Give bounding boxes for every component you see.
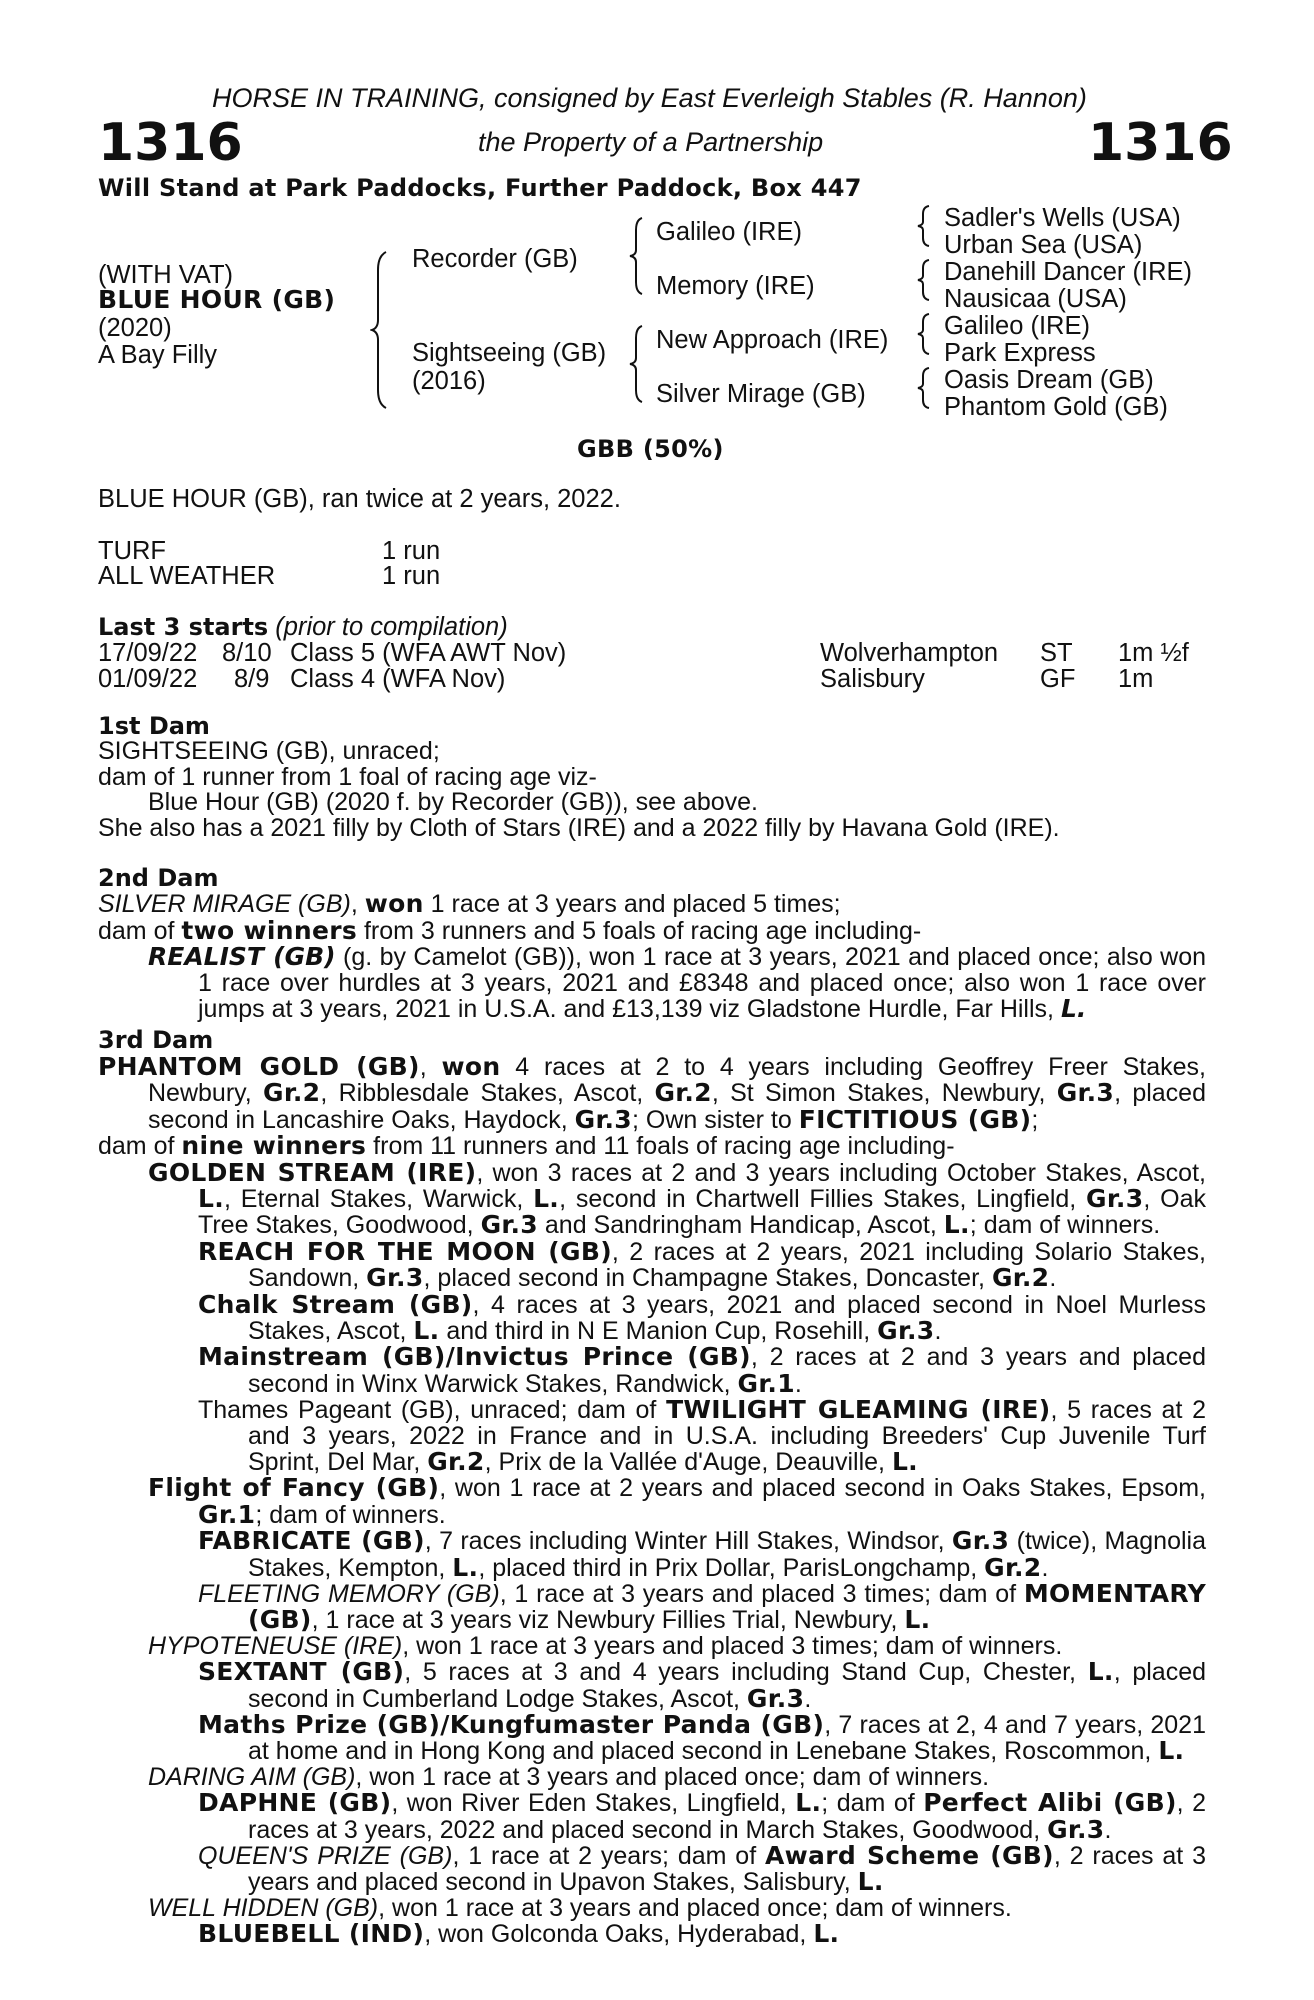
chalk-b: and third in N E Manion Cup, Rosehill,	[439, 1316, 878, 1345]
fleet-b: , 1 race at 3 years viz Newbury Fillies Trial, Newbury,	[311, 1606, 905, 1635]
daph-d: .	[1104, 1815, 1112, 1844]
dam3-t2: , Ribblesdale Stakes, Ascot,	[320, 1079, 655, 1108]
flight-g: Gr.1	[198, 1499, 256, 1529]
gbb-rating: GBB (50%)	[577, 435, 724, 463]
chalk-g: Gr.3	[877, 1315, 935, 1345]
sext-c: .	[804, 1684, 812, 1713]
dam2-line2	[98, 915, 1206, 945]
main-name: Mainstream (GB)/Invictus Prince (GB)	[198, 1342, 751, 1372]
dam2-heading: 2nd Dam	[98, 864, 219, 893]
fab-d: .	[1041, 1553, 1049, 1582]
daph-g: Gr.3	[1047, 1814, 1105, 1844]
brace-ds	[916, 312, 932, 356]
maths-entry	[98, 1712, 1206, 1765]
start-row-1-course: Wolverhampton	[820, 639, 999, 667]
fleet-momentary: MOMENTARY (GB)	[248, 1579, 1206, 1635]
pedigree-notes	[98, 714, 1206, 1948]
consignor-line: HORSE IN TRAINING, consigned by East Everleigh Stables (R. Hannon)	[212, 83, 1087, 113]
golden-L1: L.	[198, 1183, 225, 1213]
start-row-1-dist: 1m ½f	[1118, 639, 1189, 667]
dam3-nine-winners: nine winners	[181, 1131, 367, 1161]
property-line: the Property of a Partnership	[478, 127, 824, 157]
sext-g: Gr.3	[746, 1683, 805, 1713]
chalk-entry	[98, 1289, 1206, 1345]
dam3-g4: Gr.3	[574, 1104, 633, 1134]
well-a: , won 1 race at 3 years and placed once; dam of winners.	[378, 1893, 1012, 1922]
queen-b: , 2 races at 3 years and placed second in Upavon Stakes, Salisbury,	[248, 1842, 1206, 1897]
fab-g1: Gr.3	[951, 1526, 1010, 1556]
reach-a: , 2 races at 2 years, 2021 including Solario Stakes, Sandown,	[248, 1237, 1206, 1293]
daphne-entry	[98, 1790, 1206, 1843]
horse-name: BLUE HOUR (GB)	[98, 285, 336, 314]
daph-a: , won River Eden Stakes, Lingfield,	[391, 1789, 796, 1818]
reach-g2: Gr.2	[991, 1263, 1050, 1293]
thames-entry	[98, 1397, 1206, 1475]
golden-e: and Sandringham Handicap, Ascot,	[537, 1211, 944, 1240]
surface-aw: ALL WEATHER	[98, 562, 276, 590]
brace-dd	[916, 366, 932, 410]
fab-c: , placed third in Prix Dollar, ParisLongchamp,	[478, 1553, 985, 1582]
hypoteneuse-entry	[98, 1631, 1206, 1660]
fab-L: L.	[452, 1552, 479, 1582]
starts-note: (prior to compilation)	[275, 613, 508, 641]
realist-listed: L.	[1060, 994, 1087, 1024]
fab-name: FABRICATE (GB)	[198, 1526, 425, 1556]
stand-location: Will Stand at Park Paddocks, Further Paddock, Box 447	[98, 174, 862, 202]
golden-name: GOLDEN STREAM (IRE)	[148, 1157, 477, 1187]
pedigree-brace-1	[370, 250, 390, 410]
ped-ddd: Phantom Gold (GB)	[944, 393, 1168, 421]
dam1-line4: She also has a 2021 filly by Cloth of Stars (IRE) and a 2022 filly by Havana Gold (IRE).	[98, 813, 1060, 842]
main-a: , 2 races at 2 and 3 years and placed second in Winx Warwick Stakes, Randwick,	[248, 1343, 1206, 1398]
dam3-t6: ;	[1031, 1105, 1039, 1134]
pedigree-brace-dam	[628, 324, 646, 404]
golden-stream-entry	[98, 1157, 1206, 1240]
chalk-a: , 4 races at 3 years, 2021 and placed second in Noel Murless Stakes, Ascot,	[248, 1290, 1206, 1345]
thames-twilight: TWILIGHT GLEAMING (IRE)	[666, 1395, 1051, 1425]
ped-dss: Galileo (IRE)	[944, 312, 1090, 340]
well-hidden-entry	[98, 1893, 1206, 1922]
daph-b: ; dam of	[821, 1789, 924, 1818]
thames-L: L.	[891, 1446, 918, 1476]
dam2-winners: two winners	[181, 915, 358, 945]
maths-a: , 7 races at 2, 4 and 7 years, 2021 at home and in Hong Kong and placed second in Lenebane Stakes, Roscommon,	[248, 1711, 1206, 1766]
ped-sdd: Nausicaa (USA)	[944, 285, 1127, 313]
reach-c: .	[1049, 1264, 1057, 1293]
ped-dsd: Park Express	[944, 339, 1096, 367]
horse-year: (2020)	[98, 314, 172, 342]
dam3-fictitious: FICTITIOUS (GB)	[798, 1104, 1032, 1134]
daph-name: DAPHNE (GB)	[198, 1788, 392, 1818]
surface-aw-runs: 1 run	[382, 562, 441, 590]
dam3-t4: , placed second in Lancashire Oaks, Haydock,	[148, 1079, 1206, 1134]
sire-sire: Galileo (IRE)	[656, 218, 802, 246]
flight-b: ; dam of winners.	[255, 1500, 446, 1529]
golden-c: , second in Chartwell Fillies Stakes, Lingfield,	[559, 1184, 1087, 1213]
start-row-1-date: 17/09/22	[98, 639, 198, 667]
fab-a: , 7 races including Winter Hill Stakes, Windsor,	[424, 1527, 952, 1556]
main-b: .	[794, 1369, 802, 1398]
reach-g1: Gr.3	[366, 1263, 424, 1293]
daring-a: , won 1 race at 3 years and placed once; dam of winners.	[355, 1762, 990, 1791]
blue-name: BLUEBELL (IND)	[198, 1919, 425, 1949]
dam-sire: New Approach (IRE)	[656, 326, 889, 354]
brace-sd	[916, 258, 932, 302]
mainstream-entry	[98, 1344, 1206, 1397]
pedigree-brace-sire	[628, 216, 646, 296]
queen-a: , 1 race at 2 years; dam of	[452, 1842, 765, 1871]
fab-g2: Gr.2	[984, 1552, 1042, 1582]
lot-number-left: 1316	[98, 113, 243, 173]
start-row-2-dist: 1m	[1118, 665, 1154, 693]
reach-entry	[98, 1236, 1206, 1293]
flight-entry	[98, 1475, 1206, 1528]
dam-dam: Silver Mirage (GB)	[656, 380, 866, 408]
dam: Sightseeing (GB)	[412, 339, 607, 367]
realist-text: (g. by Camelot (GB)), won 1 race at 3 years, 2021 and placed once; also won 1 race over hurdles at 3 years, 2021 and £8348 and placed once; also won 1 race over jumps at 3 years, 2021 in U.S.A. and £13,139 viz Gladstone Hurdle, Far Hills,	[198, 943, 1207, 1024]
start-row-2-pos: 8/9	[234, 665, 270, 693]
start-row-2-date: 01/09/22	[98, 665, 198, 693]
golden-b: , Eternal Stakes, Warwick,	[224, 1184, 534, 1213]
chalk-c: .	[934, 1316, 942, 1345]
dam3-g3: Gr.3	[1056, 1078, 1115, 1108]
blue-a: , won Golconda Oaks, Hyderabad,	[424, 1920, 814, 1949]
thames-c: , Prix de la Vallée d'Auge, Deauville,	[484, 1447, 892, 1476]
race-summary: BLUE HOUR (GB), ran twice at 2 years, 2022.	[98, 485, 621, 513]
queen-name: QUEEN'S PRIZE (GB)	[198, 1842, 453, 1871]
sire-dam: Memory (IRE)	[656, 272, 815, 300]
hypo-name: HYPOTENEUSE (IRE)	[148, 1631, 403, 1660]
daring-name: DARING AIM (GB)	[148, 1762, 356, 1791]
reach-b: , placed second in Champagne Stakes, Doncaster,	[423, 1264, 992, 1293]
dam3-g1: Gr.2	[263, 1078, 321, 1108]
blue-L: L.	[813, 1919, 840, 1949]
dam1-line3: Blue Hour (GB) (2020 f. by Recorder (GB)), see above.	[148, 788, 758, 817]
dam3-d3: from 11 runners and 11 foals of racing age including-	[366, 1132, 955, 1161]
start-row-2-going: GF	[1040, 665, 1076, 693]
dam2-line1: SILVER MIRAGE (GB), won 1 race at 3 years and placed 5 times;	[98, 889, 841, 919]
start-row-2-race: Class 4 (WFA Nov)	[290, 665, 506, 693]
surface-turf-runs: 1 run	[382, 537, 441, 565]
dam2-l2c: from 3 runners and 5 foals of racing age including-	[357, 916, 922, 945]
dam3-entry: PHANTOM GOLD (GB), won 4 races at 2 to 4 years including Geoffrey Freer Stakes, Newbury, Gr.2, Ribblesdale Stakes, Ascot, Gr.2, St Simon Stakes, Newbury, Gr.3, placed second in Lancashire Oaks, Haydock, Gr.3; Own sister to FICTITIOUS (GB);	[98, 1051, 1206, 1134]
queens-prize-entry	[98, 1843, 1206, 1896]
thames-b: , 5 races at 2 and 3 years, 2022 in France and in U.S.A. including Breeders' Cup Juvenile Turf Sprint, Del Mar,	[248, 1396, 1206, 1476]
thames-g: Gr.2	[427, 1446, 485, 1476]
sire: Recorder (GB)	[412, 245, 578, 273]
ped-dds: Oasis Dream (GB)	[944, 366, 1154, 394]
maths-L: L.	[1158, 1736, 1185, 1766]
lot-number-right: 1316	[1088, 113, 1233, 173]
queen-L: L.	[857, 1867, 884, 1897]
queen-award: Award Scheme (GB)	[765, 1841, 1054, 1871]
dam3-g2: Gr.2	[654, 1078, 712, 1108]
golden-g2: Gr.3	[480, 1210, 538, 1240]
sext-a: , 5 races at 3 and 4 years including Stand Cup, Chester,	[404, 1658, 1088, 1687]
golden-a: , won 3 races at 2 and 3 years including October Stakes, Ascot,	[476, 1158, 1206, 1187]
dam3-t1: 4 races at 2 to 4 years including Geoffrey Freer Stakes, Newbury,	[148, 1052, 1206, 1108]
dam-year: (2016)	[412, 367, 486, 395]
dam2-name: SILVER MIRAGE (GB)	[98, 890, 351, 919]
fleet-a: , 1 race at 3 years and placed 3 times; dam of	[499, 1580, 1024, 1608]
sext-b: , placed second in Cumberland Lodge Stakes, Ascot,	[248, 1658, 1207, 1713]
golden-g1: Gr.3	[1086, 1183, 1144, 1213]
dam3-won: won	[441, 1051, 501, 1081]
fleeting-entry	[98, 1581, 1206, 1634]
ped-ssd: Urban Sea (USA)	[944, 231, 1143, 259]
start-row-2-course: Salisbury	[820, 665, 925, 693]
daring-entry	[98, 1762, 1206, 1791]
vat-note: (WITH VAT)	[98, 261, 234, 289]
thames-a: Thames Pageant (GB), unraced; dam of	[198, 1396, 667, 1425]
daph-c: , 2 races at 3 years, 2022 and placed second in March Stakes, Goodwood,	[248, 1789, 1207, 1844]
dam2-l1rest: 1 race at 3 years and placed 5 times;	[423, 890, 841, 919]
flight-name: Flight of Fancy (GB)	[148, 1473, 440, 1503]
dam3-name: PHANTOM GOLD (GB)	[98, 1051, 420, 1081]
dam3-d1: dam of	[98, 1132, 182, 1161]
ped-sss: Sadler's Wells (USA)	[944, 204, 1181, 232]
realist-entry	[98, 944, 1206, 1022]
starts-title: Last 3 starts	[98, 613, 269, 641]
start-row-1-race: Class 5 (WFA AWT Nov)	[290, 639, 567, 667]
dam1-line2: dam of 1 runner from 1 foal of racing age viz-	[98, 762, 597, 791]
golden-L2: L.	[533, 1183, 560, 1213]
fabricate-entry	[98, 1528, 1206, 1581]
dam1-heading: 1st Dam	[98, 712, 210, 740]
dam3-dam-of	[98, 1133, 1206, 1159]
daph-L: L.	[795, 1788, 822, 1818]
ped-sds: Danehill Dancer (IRE)	[944, 258, 1193, 286]
start-row-1-pos: 8/10	[222, 639, 272, 667]
well-name: WELL HIDDEN (GB)	[148, 1893, 379, 1922]
realist-name: REALIST (GB)	[148, 942, 336, 972]
chalk-L: L.	[413, 1315, 440, 1345]
dam2-won: won	[364, 889, 424, 919]
brace-ss	[916, 204, 932, 248]
main-g: Gr.1	[737, 1368, 795, 1398]
start-row-1-going: ST	[1040, 639, 1073, 667]
maths-name: Maths Prize (GB)/Kungfumaster Panda (GB)	[198, 1710, 825, 1740]
fleet-name: FLEETING MEMORY (GB)	[198, 1580, 500, 1608]
dam3-t5: ; Own sister to	[632, 1105, 799, 1134]
horse-description: A Bay Filly	[98, 341, 218, 369]
sext-name: SEXTANT (GB)	[198, 1657, 405, 1687]
fleet-L: L.	[904, 1605, 931, 1635]
dam3-t3: , St Simon Stakes, Newbury,	[711, 1079, 1057, 1108]
sextant-entry	[98, 1659, 1206, 1712]
reach-name: REACH FOR THE MOON (GB)	[198, 1236, 612, 1266]
fab-b: (twice), Magnolia Stakes, Kempton,	[248, 1527, 1206, 1582]
surface-turf: TURF	[98, 537, 166, 565]
golden-d: , Oak Tree Stakes, Goodwood,	[198, 1184, 1206, 1240]
dam2-l2a: dam of	[98, 916, 182, 945]
golden-L3: L.	[943, 1210, 970, 1240]
hypo-a: , won 1 race at 3 years and placed 3 times; dam of winners.	[402, 1631, 1063, 1660]
flight-a: , won 1 race at 2 years and placed second in Oaks Stakes, Epsom,	[439, 1474, 1206, 1503]
daph-alibi: Perfect Alibi (GB)	[923, 1788, 1177, 1818]
sext-L: L.	[1087, 1657, 1114, 1687]
dam3-heading: 3rd Dam	[98, 1026, 214, 1055]
chalk-name: Chalk Stream (GB)	[198, 1289, 473, 1319]
golden-f: ; dam of winners.	[969, 1211, 1161, 1240]
bluebell-entry	[98, 1921, 1206, 1947]
dam1-line1: SIGHTSEEING (GB), unraced;	[98, 737, 440, 766]
